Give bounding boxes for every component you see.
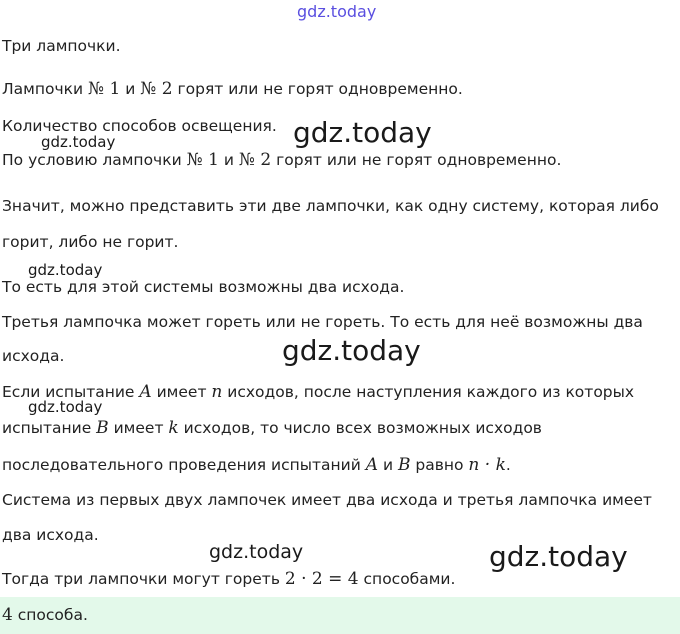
math-bulb-1: № 1: [186, 150, 219, 170]
watermark-7: gdz.today: [489, 540, 628, 573]
text-fragment: имеет: [108, 419, 169, 437]
text-fragment: Тогда три лампочки могут гореть: [2, 570, 285, 588]
text-fragment: и: [120, 80, 141, 98]
text-fragment: исходов, после наступления каждого из которых: [222, 383, 635, 401]
text-fragment: и: [218, 151, 239, 169]
watermark-3: gdz.today: [28, 261, 103, 279]
math-var-b: B: [397, 455, 411, 475]
answer-label: способа.: [12, 606, 88, 624]
math-computation: 2 · 2 = 4: [284, 569, 359, 589]
text-line-3: Количество способов освещения.: [2, 117, 277, 135]
math-product: n · k: [468, 455, 506, 475]
text-line-11: [2, 418, 542, 438]
text-fragment: горят или не горят одновременно.: [172, 80, 463, 98]
answer-number: 4: [2, 605, 13, 625]
text-fragment: испытание: [2, 419, 97, 437]
text-line-14: два исхода.: [2, 526, 99, 544]
text-line-1: Три лампочки.: [2, 37, 121, 55]
answer-text: [2, 605, 88, 625]
text-line-7: То есть для этой системы возможны два исхода.: [2, 278, 405, 296]
text-line-9: исхода.: [2, 347, 65, 365]
text-fragment: способами.: [358, 570, 456, 588]
watermark-1: gdz.today: [293, 116, 432, 149]
text-line-2: [2, 79, 463, 99]
text-fragment: имеет: [151, 383, 212, 401]
text-line-8: Третья лампочка может гореть или не гореть. То есть для неё возможны два: [2, 313, 643, 331]
text-line-15: [2, 569, 455, 589]
text-line-6: горит, либо не горит.: [2, 233, 179, 251]
text-fragment: Если испытание: [2, 383, 140, 401]
math-var-b: B: [96, 418, 109, 438]
answer-box: [0, 597, 680, 634]
text-line-12: [2, 455, 511, 475]
text-fragment: последовательного проведения испытаний: [2, 456, 366, 474]
math-bulb-2: № 2: [140, 79, 173, 99]
math-var-a: A: [139, 382, 152, 402]
text-fragment: и: [378, 456, 398, 474]
math-var-k: k: [168, 418, 179, 438]
text-line-13: Система из первых двух лампочек имеет два исхода и третья лампочка имеет: [2, 491, 652, 509]
math-var-a: A: [365, 455, 379, 475]
math-bulb-2: № 2: [238, 150, 272, 170]
watermark-2: gdz.today: [41, 133, 116, 151]
watermark-5: gdz.today: [28, 398, 103, 416]
text-fragment: исходов, то число всех возможных исходов: [178, 419, 542, 437]
math-var-n: n: [211, 382, 223, 402]
watermark-6: gdz.today: [209, 541, 304, 563]
text-line-4: [2, 150, 561, 170]
math-bulb-1: № 1: [87, 79, 121, 99]
text-fragment: Лампочки: [2, 80, 88, 98]
text-fragment: По условию лампочки: [2, 151, 187, 169]
watermark-top: gdz.today: [297, 2, 377, 21]
text-line-5: Значит, можно представить эти две лампочки, как одну систему, которая либо: [2, 197, 659, 215]
text-fragment: равно: [410, 456, 469, 474]
text-fragment: .: [505, 456, 511, 474]
watermark-4: gdz.today: [282, 334, 421, 367]
text-fragment: горят или не горят одновременно.: [271, 151, 562, 169]
